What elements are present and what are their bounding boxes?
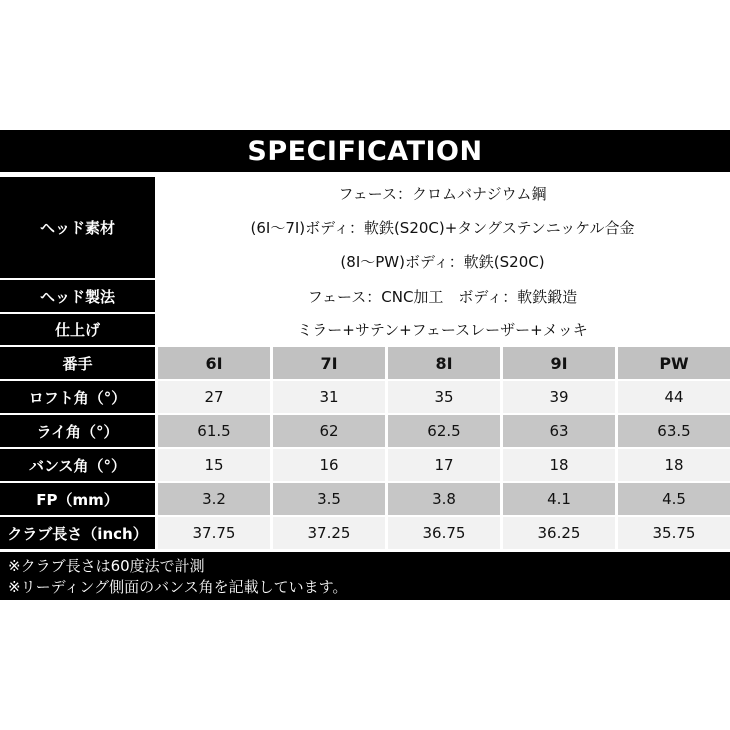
table-col-header: 8I	[388, 347, 500, 379]
table-cell: 17	[388, 449, 500, 481]
table-row-cells	[155, 449, 730, 481]
table-row-cells	[155, 415, 730, 447]
table-cell: 35.75	[618, 517, 730, 549]
table-cell: 3.8	[388, 483, 500, 515]
spec-row-head-method	[0, 280, 730, 312]
table-row-cells	[155, 483, 730, 515]
table-row-cells	[155, 517, 730, 549]
table-cell: 18	[503, 449, 615, 481]
table-cell: 44	[618, 381, 730, 413]
table-cell: 16	[273, 449, 385, 481]
spec-row-content	[155, 280, 730, 312]
table-row-label: FP（mm）	[0, 483, 155, 515]
table-cell: 63	[503, 415, 615, 447]
table-col-header: 7I	[273, 347, 385, 379]
table-cell: 36.75	[388, 517, 500, 549]
table-cell: 15	[158, 449, 270, 481]
table-cell: 4.1	[503, 483, 615, 515]
spec-sheet	[0, 130, 730, 600]
spec-line: フェース：クロムバナジウム鋼	[338, 185, 547, 204]
table-cell: 63.5	[618, 415, 730, 447]
table-header-cells	[155, 347, 730, 379]
table-cell: 37.75	[158, 517, 270, 549]
table-row-loft	[0, 381, 730, 413]
spec-line: ミラー+サテン+フェースレーザー+メッキ	[297, 321, 588, 339]
table-row-label: ロフト角（°）	[0, 381, 155, 413]
spec-row-content	[155, 177, 730, 278]
table-col-header: 9I	[503, 347, 615, 379]
spec-row-label: ヘッド素材	[0, 177, 155, 278]
table-row-bounce	[0, 449, 730, 481]
spec-title: SPECIFICATION	[0, 130, 730, 172]
table-row-fp	[0, 483, 730, 515]
table-cell: 18	[618, 449, 730, 481]
table-cell: 3.2	[158, 483, 270, 515]
footnote: ※リーディング側面のバンス角を記載しています。	[8, 578, 348, 596]
spec-line: フェース：CNC加工 ボディ：軟鉄鍛造	[307, 287, 578, 306]
table-cell: 37.25	[273, 517, 385, 549]
footnote: ※クラブ長さは60度法で計測	[8, 557, 205, 575]
table-cell: 61.5	[158, 415, 270, 447]
table-cell: 31	[273, 381, 385, 413]
spec-line: (8I～PW)ボディ：軟鉄(S20C)	[340, 252, 545, 271]
table-row-label: クラブ長さ（inch）	[0, 517, 155, 549]
table-col-header: 6I	[158, 347, 270, 379]
table-header-label: 番手	[0, 347, 155, 379]
spec-row-label: 仕上げ	[0, 314, 155, 345]
spec-line: (6I～7I)ボディ：軟鉄(S20C)+タングステンニッケル合金	[250, 218, 635, 237]
spec-row-content	[155, 314, 730, 345]
table-cell: 27	[158, 381, 270, 413]
table-cell: 35	[388, 381, 500, 413]
table-col-header: PW	[618, 347, 730, 379]
spec-row-head-material	[0, 177, 730, 278]
table-row-label: バンス角（°）	[0, 449, 155, 481]
table-cell: 3.5	[273, 483, 385, 515]
table-header-row	[0, 347, 730, 379]
spec-row-label: ヘッド製法	[0, 280, 155, 312]
table-row-length	[0, 517, 730, 549]
spec-row-finish	[0, 314, 730, 345]
table-row-label: ライ角（°）	[0, 415, 155, 447]
table-cell: 4.5	[618, 483, 730, 515]
table-cell: 39	[503, 381, 615, 413]
table-row-cells	[155, 381, 730, 413]
table-cell: 36.25	[503, 517, 615, 549]
table-cell: 62	[273, 415, 385, 447]
table-row-lie	[0, 415, 730, 447]
table-cell: 62.5	[388, 415, 500, 447]
footnotes	[0, 552, 730, 600]
